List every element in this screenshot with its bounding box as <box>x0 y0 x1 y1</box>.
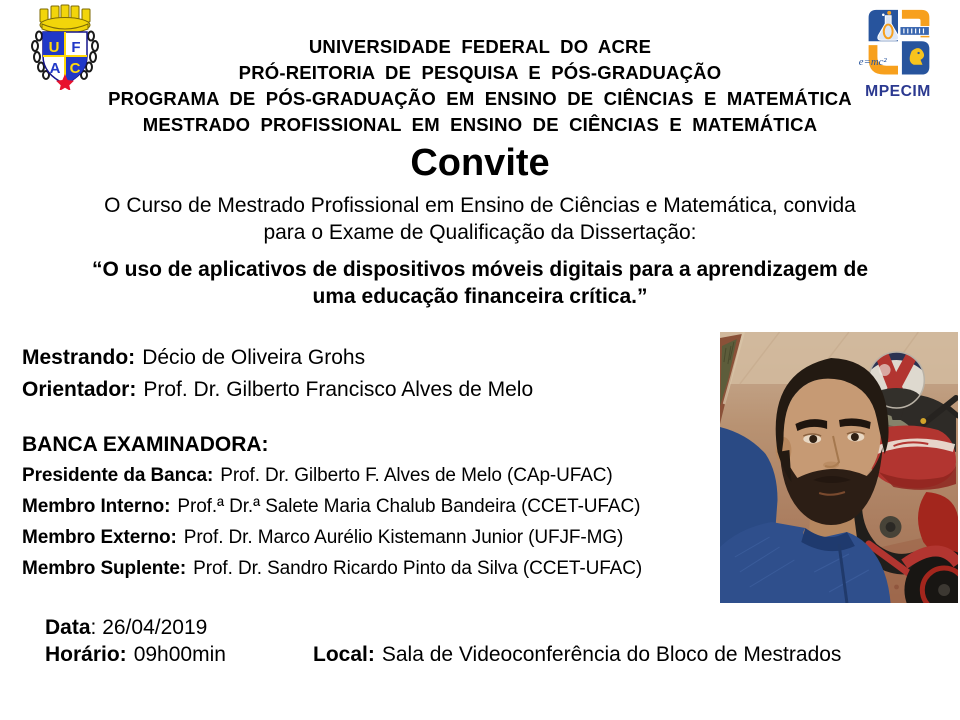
banca-heading: BANCA EXAMINADORA: <box>22 433 269 456</box>
banca-role: Membro Externo: <box>22 527 177 548</box>
svg-text:F: F <box>71 39 81 56</box>
time-place-line <box>45 641 960 668</box>
banca-role: Membro Suplente: <box>22 558 187 579</box>
candidate-photo <box>720 332 958 603</box>
dissertation-title <box>0 256 960 310</box>
mpecim-shield-icon <box>859 10 930 75</box>
place-label: Local: <box>313 643 375 666</box>
date-value: : 26/04/2019 <box>90 616 208 639</box>
letterhead-line-4: MESTRADO PROFISSIONAL EM ENSINO DE CIÊNCIAS E MATEMÁTICA <box>142 114 818 135</box>
banca-role: Membro Interno: <box>22 496 171 517</box>
ruler-icon <box>900 27 929 36</box>
place-value: Sala de Videoconferência do Bloco de Mestrados <box>381 643 842 666</box>
mpecim-label: MPECIM <box>865 83 931 101</box>
svg-text:C: C <box>69 60 81 77</box>
letterhead-line-1: UNIVERSIDADE FEDERAL DO ACRE <box>308 36 652 57</box>
banca-role: Presidente da Banca: <box>22 465 214 486</box>
invite-intro <box>0 192 960 246</box>
mpecim-logo <box>856 4 940 102</box>
time-value: 09h00min <box>133 643 226 666</box>
orientador-label: Orientador: <box>22 378 137 401</box>
time-cell <box>45 641 313 668</box>
banca-name: Prof. Dr. Gilberto F. Alves de Melo (CAp-UFAC) <box>220 465 613 486</box>
mestrando-label: Mestrando: <box>22 346 136 369</box>
date-label: Data <box>45 616 91 639</box>
svg-text:A: A <box>49 60 61 77</box>
intro-line-1: O Curso de Mestrado Profissional em Ensino de Ciências e Matemática, convida <box>104 194 856 217</box>
ufac-crest-logo <box>24 2 106 90</box>
svg-text:U: U <box>48 39 60 56</box>
formula-text: e=mc² <box>858 55 887 68</box>
dissertation-line-1: “O uso de aplicativos de dispositivos móveis digitais para a aprendizagem de <box>91 258 869 281</box>
dissertation-line-2: uma educação financeira crítica.” <box>312 285 648 308</box>
schedule-block <box>45 614 960 668</box>
time-label: Horário: <box>45 643 127 666</box>
intro-line-2: para o Exame de Qualificação da Dissertação: <box>263 221 697 244</box>
mestrando-name: Décio de Oliveira Grohs <box>142 346 366 369</box>
letterhead-line-2: PRÓ-REITORIA DE PESQUISA E PÓS-GRADUAÇÃO <box>238 62 722 83</box>
invite-title: Convite <box>410 142 550 184</box>
orientador-name: Prof. Dr. Gilberto Francisco Alves de Melo <box>143 378 534 401</box>
date-line <box>45 614 960 641</box>
banca-name: Prof.ª Dr.ª Salete Maria Chalub Bandeira (CCET-UFAC) <box>177 496 641 517</box>
banca-name: Prof. Dr. Marco Aurélio Kistemann Junior (UFJF-MG) <box>183 527 624 548</box>
crown-icon <box>40 5 90 34</box>
letterhead-line-3: PROGRAMA DE PÓS-GRADUAÇÃO EM ENSINO DE CIÊNCIAS E MATEMÁTICA <box>108 88 852 109</box>
banca-name: Prof. Dr. Sandro Ricardo Pinto da Silva (CCET-UFAC) <box>193 558 643 579</box>
letterhead <box>0 0 960 138</box>
place-cell <box>313 641 841 668</box>
